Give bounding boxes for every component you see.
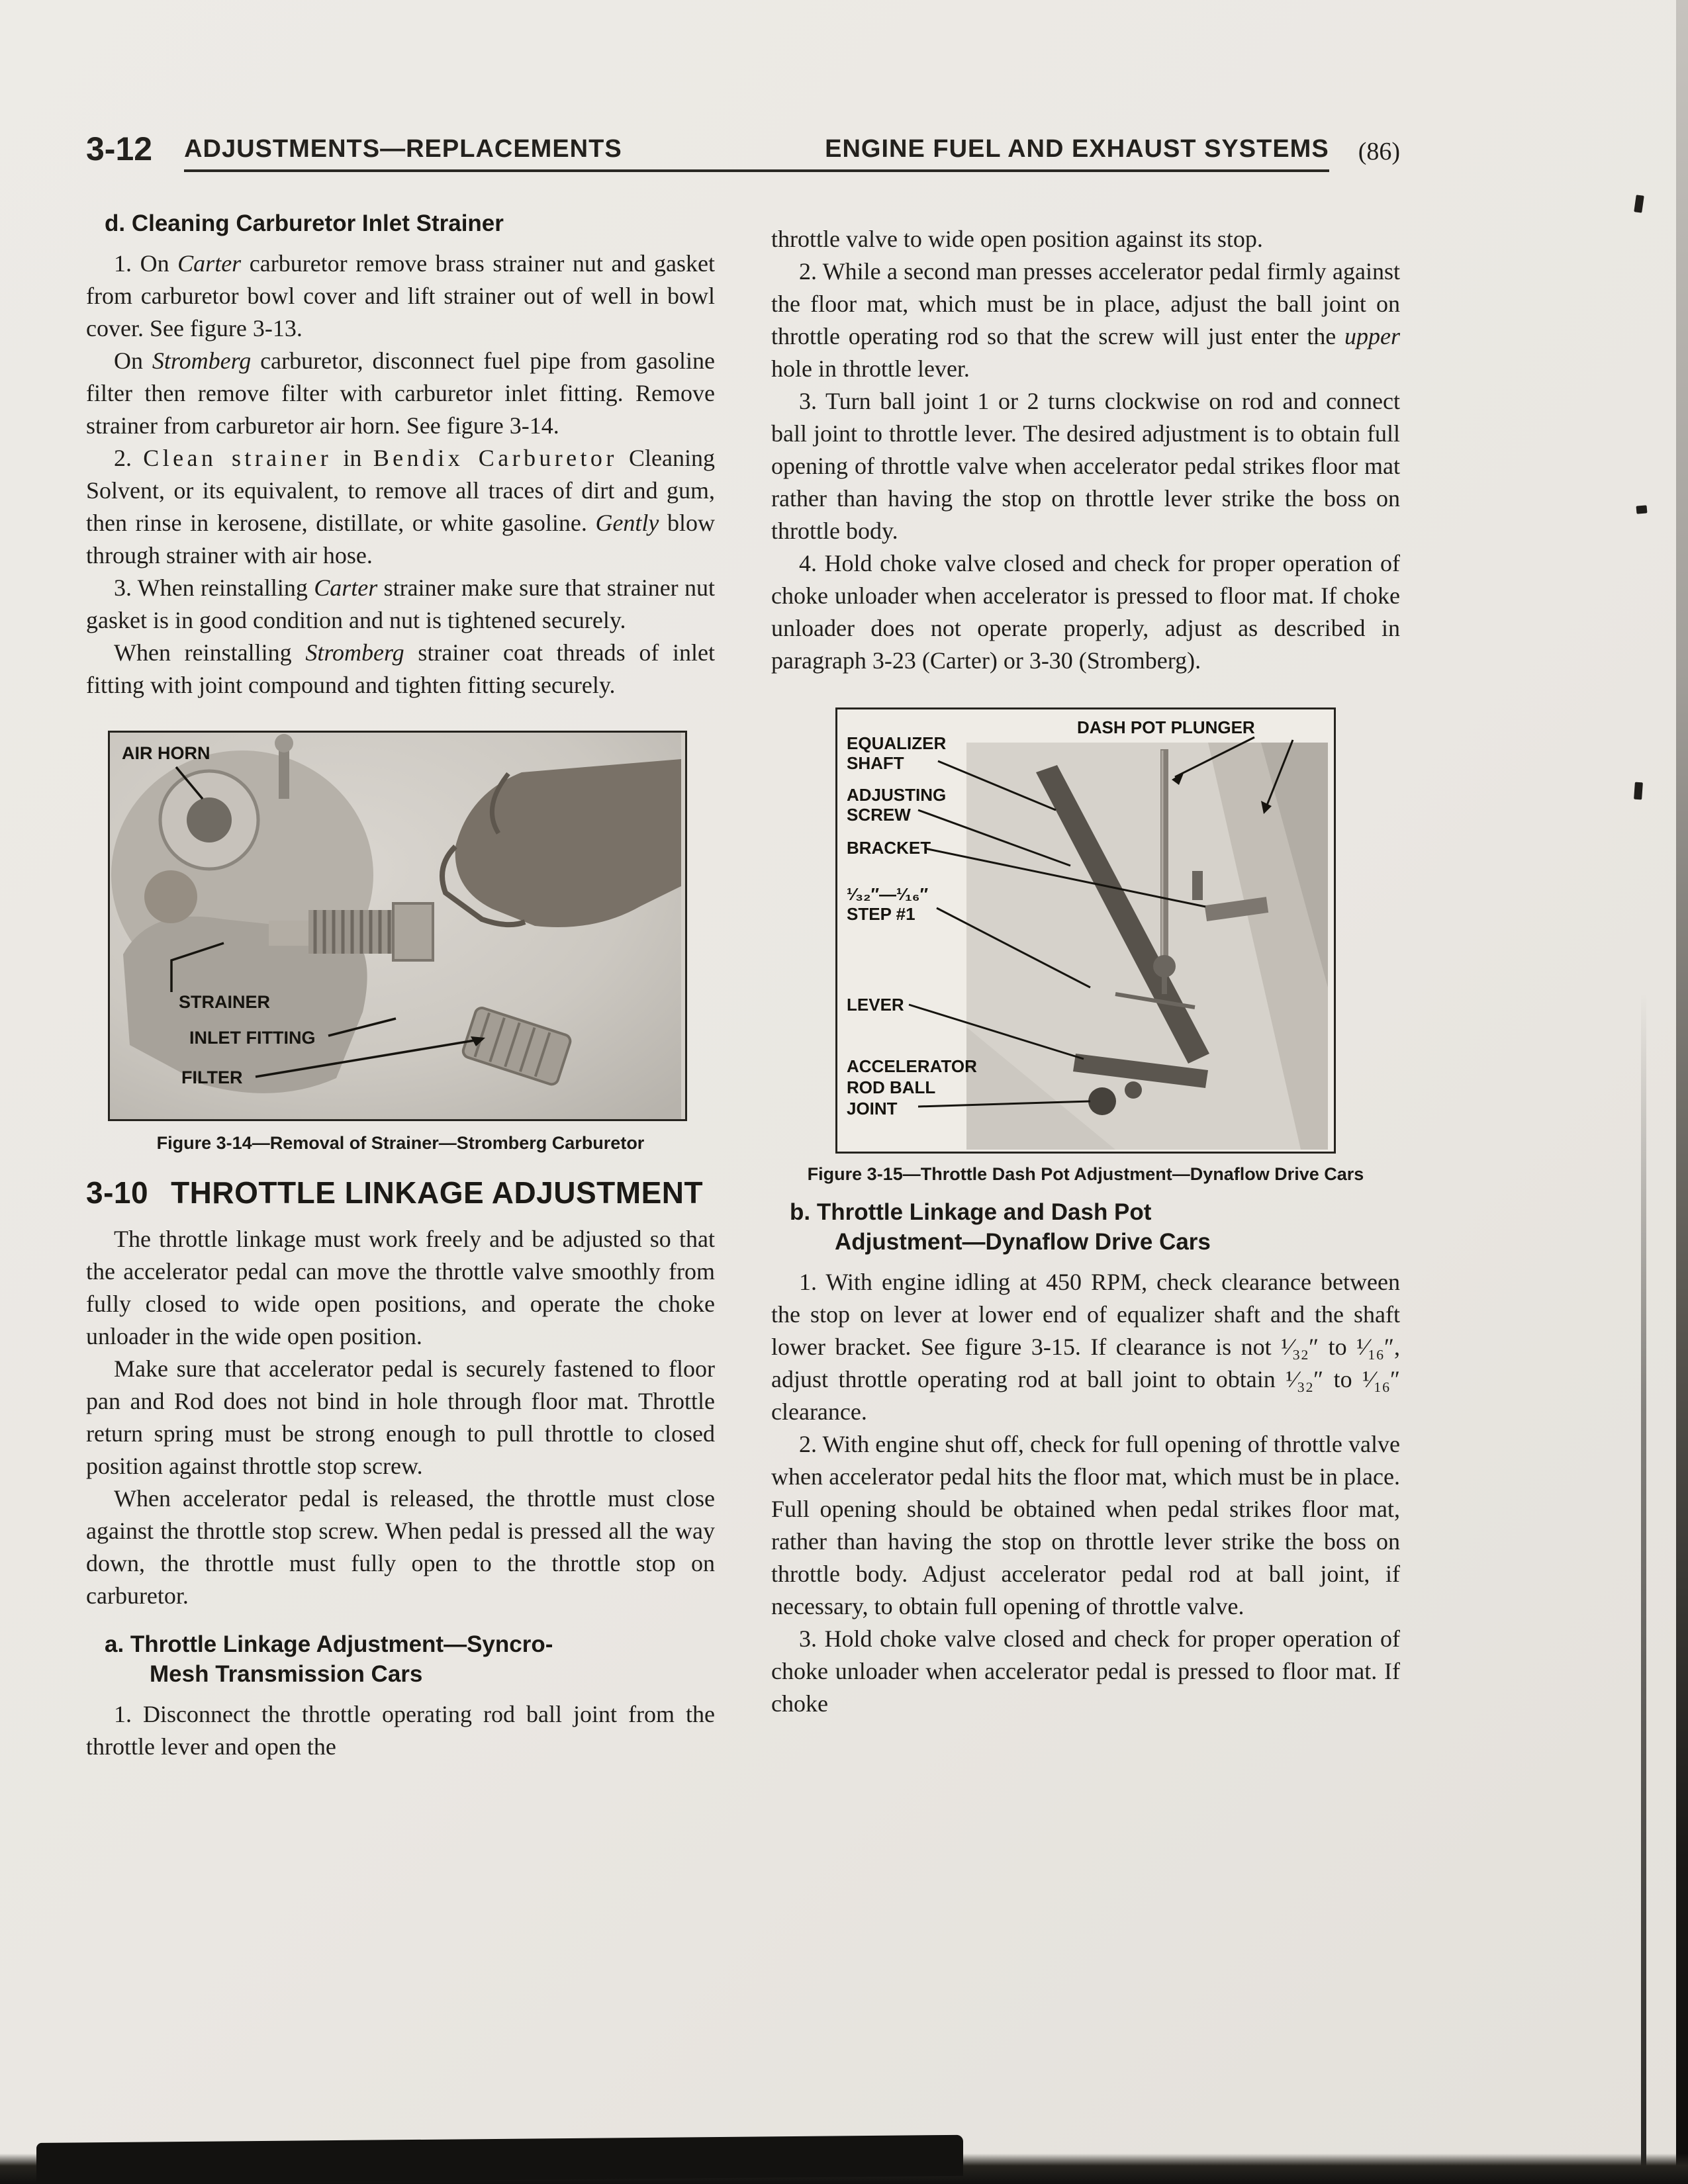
accelerator-rod-ball-joint-label-line2: ROD BALL [847, 1077, 936, 1097]
paragraph-engine-shut-off: 2. With engine shut off, check for full opening of throttle valve when accelerator pedal hits the floor mat, which must be in place. Full opening should be obtained when pedal strikes floor mat, rather than having the stop on throttle lever strike the boss on throttle body. Adjust accelerator pedal rod at ball joint, if necessary, to obtain full opening of throttle valve. [771, 1431, 1400, 1619]
scan-streak-right [1641, 993, 1646, 2184]
right-column [771, 202, 1400, 1763]
header-title-right: ENGINE FUEL AND EXHAUST SYSTEMS [825, 135, 1329, 163]
heading-a-line2: Mesh Transmission Cars [150, 1661, 423, 1687]
paragraph-hold-choke-valve: 4. Hold choke valve closed and check for proper operation of choke unloader when accelerator is pressed to floor mat. If choke unloader does not operate properly, adjust as described in paragraph 3-23 (Carter) or 3-30 (Stromberg). [771, 550, 1400, 674]
paragraph-carter-strainer-removal: 1. On Carter carburetor remove brass strainer nut and gasket from carburetor bowl cover and lift strainer out of well in bowl cover. See figure 3-13. [86, 250, 716, 341]
figure-3-15 [771, 707, 1400, 1185]
paragraph-pedal-released: When accelerator pedal is released, the throttle must close against the throttle stop screw. When pedal is pressed all the way down, the throttle must fully open to the throttle stop on carburetor. [86, 1485, 715, 1609]
scan-mark-right-3 [1634, 782, 1643, 800]
dash-pot-plunger-label: DASH POT PLUNGER [1077, 717, 1255, 737]
adjusting-screw-label-line1: ADJUSTING [847, 785, 947, 805]
scan-edge-right [1676, 0, 1688, 2184]
heading-throttle-linkage-dashpot-dynaflow [771, 1197, 1400, 1257]
figure-3-14-caption: Figure 3-14—Removal of Strainer—Stromberg Carburetor [156, 1133, 645, 1153]
figure-3-14 [86, 731, 715, 1154]
scan-wedge-bottom-left [36, 2135, 963, 2184]
paragraph-second-man-presses: 2. While a second man presses accelerator pedal firmly against the floor mat, which must be in place, adjust the ball joint on throttle operating rod so that the screw will just enter the upper hole in throttle lever. [771, 258, 1400, 382]
paragraph-hold-choke-valve-dynaflow: 3. Hold choke valve closed and check for proper operation of choke unloader when accelerator pedal is pressed to floor mat. If choke [771, 1625, 1400, 1717]
accelerator-rod-ball-joint-label-line1: ACCELERATOR [847, 1056, 977, 1076]
figure-3-14-frame [108, 731, 687, 1121]
figure-3-15-frame [835, 707, 1336, 1154]
section-heading-3-10 [86, 1174, 715, 1211]
figure-3-15-caption: Figure 3-15—Throttle Dash Pot Adjustment—Dynaflow Drive Cars [807, 1164, 1364, 1184]
paragraph-disconnect-operating-rod: 1. Disconnect the throttle operating rod ball joint from the throttle lever and open the [86, 1701, 715, 1760]
air-horn-label: AIR HORN [122, 743, 211, 763]
strainer-label: STRAINER [179, 992, 271, 1012]
two-column-layout [86, 202, 1400, 1763]
step-clearance-label-line2: STEP #1 [847, 904, 915, 924]
paragraph-reinstall-stromberg: When reinstalling Stromberg strainer coat threads of inlet fitting with joint compound and tighten fitting securely. [86, 639, 715, 698]
adjusting-screw-label-line2: SCREW [847, 805, 911, 825]
header-titles [184, 136, 1329, 172]
page-number: (86) [1358, 138, 1400, 165]
equalizer-shaft-label-line2: SHAFT [847, 753, 904, 773]
figure-3-15-diagram [837, 709, 1330, 1152]
accelerator-rod-ball-joint-label-line3: JOINT [847, 1099, 898, 1118]
bracket-label: BRACKET [847, 838, 931, 858]
page-header [86, 132, 1400, 172]
heading-cleaning-carburetor-inlet-strainer: d. Cleaning Carburetor Inlet Strainer [105, 210, 504, 236]
heading-a-line1: a. Throttle Linkage Adjustment—Syncro- [105, 1631, 553, 1657]
paragraph-turn-ball-joint: 3. Turn ball joint 1 or 2 turns clockwise on rod and connect ball joint to throttle lever. The desired adjustment is to obtain full opening of throttle valve when accelerator pedal strikes floor mat rather than having the stop on throttle lever strike the boss on throttle body. [771, 388, 1400, 544]
paragraph-accelerator-pedal-fastening: Make sure that accelerator pedal is securely fastened to floor pan and Rod does not bind in hole through floor mat. Throttle return spring must be strong enough to pull throttle to closed position against throttle stop screw. [86, 1355, 715, 1479]
left-column [86, 202, 715, 1763]
scan-mark-right-1 [1634, 195, 1644, 212]
inlet-fitting-label: INLET FITTING [189, 1028, 316, 1048]
figure-3-14-photo [110, 733, 681, 1119]
equalizer-shaft-label-line1: EQUALIZER [847, 733, 947, 753]
paragraph-engine-idling-clearance: 1. With engine idling at 450 RPM, check clearance between the stop on lever at lower end of equalizer shaft and the shaft lower bracket. See figure 3-15. If clearance is not ¹⁄₃₂″ to ¹⁄₁₆″, adjust throttle operating rod at ball joint to obtain ¹⁄₃₂″ to ¹⁄₁₆″ clearance. [771, 1269, 1400, 1425]
lever-label: LEVER [847, 995, 904, 1015]
scan-mark-right-2 [1636, 505, 1648, 514]
step-clearance-label-line1: ¹⁄₃₂″—¹⁄₁₆″ [847, 884, 929, 904]
section-page-number: 3-12 [86, 130, 153, 167]
section-3-10-title: THROTTLE LINKAGE ADJUSTMENT [171, 1175, 704, 1210]
filter-label: FILTER [181, 1068, 243, 1087]
paragraph-clean-strainer: 2. Clean strainer in Bendix Carburetor Cleaning Solvent, or its equivalent, to remove all traces of dirt and gum, then rinse in kerosene, distillate, or white gasoline. Gently blow through strainer with air hose. [86, 445, 716, 569]
paragraph-stromberg-strainer-removal: On Stromberg carburetor, disconnect fuel pipe from gasoline filter then remove filter with carburetor inlet fitting. Remove strainer from carburetor air horn. See figure 3-14. [86, 347, 716, 439]
paragraph-throttle-linkage-intro: The throttle linkage must work freely and be adjusted so that the accelerator pedal can move the throttle valve smoothly from fully closed to wide open positions, and operate the choke unloader in the wide open position. [86, 1226, 715, 1349]
section-3-10-number: 3-10 [86, 1175, 149, 1210]
paragraph-throttle-valve-continuation: throttle valve to wide open position against its stop. [771, 226, 1263, 252]
heading-b-line2: Adjustment—Dynaflow Drive Cars [835, 1229, 1211, 1255]
heading-throttle-linkage-syncromesh [86, 1629, 715, 1689]
heading-b-line1: b. Throttle Linkage and Dash Pot [790, 1199, 1152, 1225]
paragraph-reinstall-carter: 3. When reinstalling Carter strainer make sure that strainer nut gasket is in good condition and nut is tightened securely. [86, 574, 715, 633]
header-title-left: ADJUSTMENTS—REPLACEMENTS [184, 135, 622, 163]
